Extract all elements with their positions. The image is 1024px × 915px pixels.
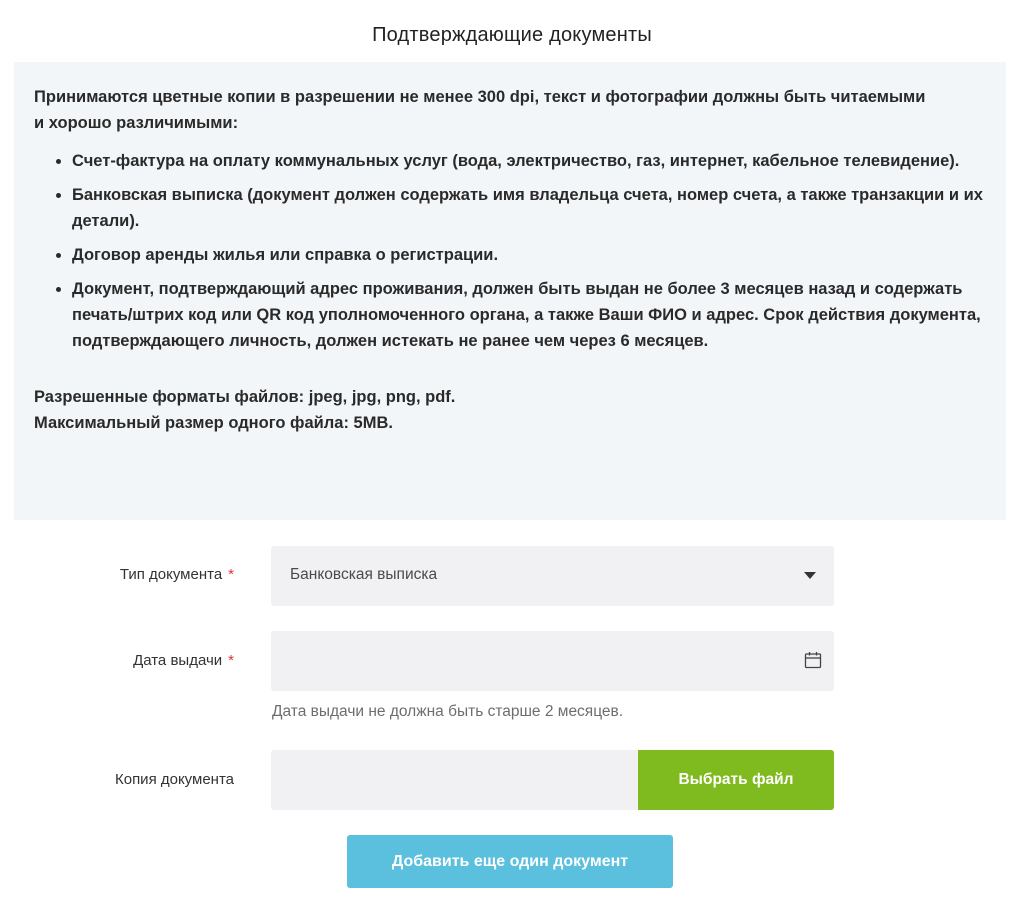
list-item: • Документ, подтверждающий адрес проживания, должен быть выдан не более 3 месяцев назад и содержать печать/штрих код или QR код уполномоченного органа, а также Ваши ФИО и адрес. Срок действия документа, подтверждающего личность, должен истекать не ранее чем через 6 месяцев. bbox=[72, 276, 986, 354]
issue-date-label bbox=[133, 652, 234, 669]
requirements-panel bbox=[14, 62, 1006, 520]
file-name-field[interactable] bbox=[271, 750, 638, 810]
list-item: • Договор аренды жилья или справка о регистрации. bbox=[72, 242, 986, 268]
choose-file-button[interactable]: Выбрать файл bbox=[638, 750, 834, 810]
doc-type-selected-value: Банковская выписка bbox=[290, 566, 438, 583]
doc-copy-label-text: Копия документа bbox=[114, 771, 234, 788]
allowed-formats-text: Разрешенные форматы файлов: jpeg, jpg, png, pdf. bbox=[34, 388, 456, 406]
required-asterisk: * bbox=[228, 652, 234, 669]
page-title: Подтверждающие документы bbox=[372, 24, 652, 46]
file-requirements bbox=[34, 384, 986, 436]
required-asterisk: * bbox=[228, 566, 234, 583]
chevron-down-icon bbox=[804, 572, 816, 579]
doc-copy-label bbox=[115, 771, 234, 788]
max-file-size-text: Максимальный размер одного файла: 5MB. bbox=[34, 414, 393, 432]
accepted-documents-list bbox=[34, 148, 986, 354]
issue-date-label-text: Дата выдачи bbox=[133, 652, 223, 669]
issue-date-hint: Дата выдачи не должна быть старше 2 месяцев. bbox=[272, 703, 624, 720]
doc-type-label bbox=[120, 566, 234, 583]
doc-type-select[interactable] bbox=[271, 546, 834, 606]
issue-date-input[interactable] bbox=[271, 631, 834, 691]
list-item: • Банковская выписка (документ должен содержать имя владельца счета, номер счета, а также транзакции и их детали). bbox=[72, 182, 986, 234]
calendar-icon[interactable] bbox=[804, 651, 822, 669]
requirements-intro: Принимаются цветные копии в разрешении не менее 300 dpi, текст и фотографии должны быть читаемыми и хорошо различимыми: bbox=[34, 88, 926, 132]
doc-type-label-text: Тип документа bbox=[119, 566, 223, 583]
list-item: • Счет-фактура на оплату коммунальных услуг (вода, электричество, газ, интернет, кабельное телевидение). bbox=[72, 148, 986, 174]
add-document-button[interactable]: Добавить еще один документ bbox=[347, 835, 673, 888]
